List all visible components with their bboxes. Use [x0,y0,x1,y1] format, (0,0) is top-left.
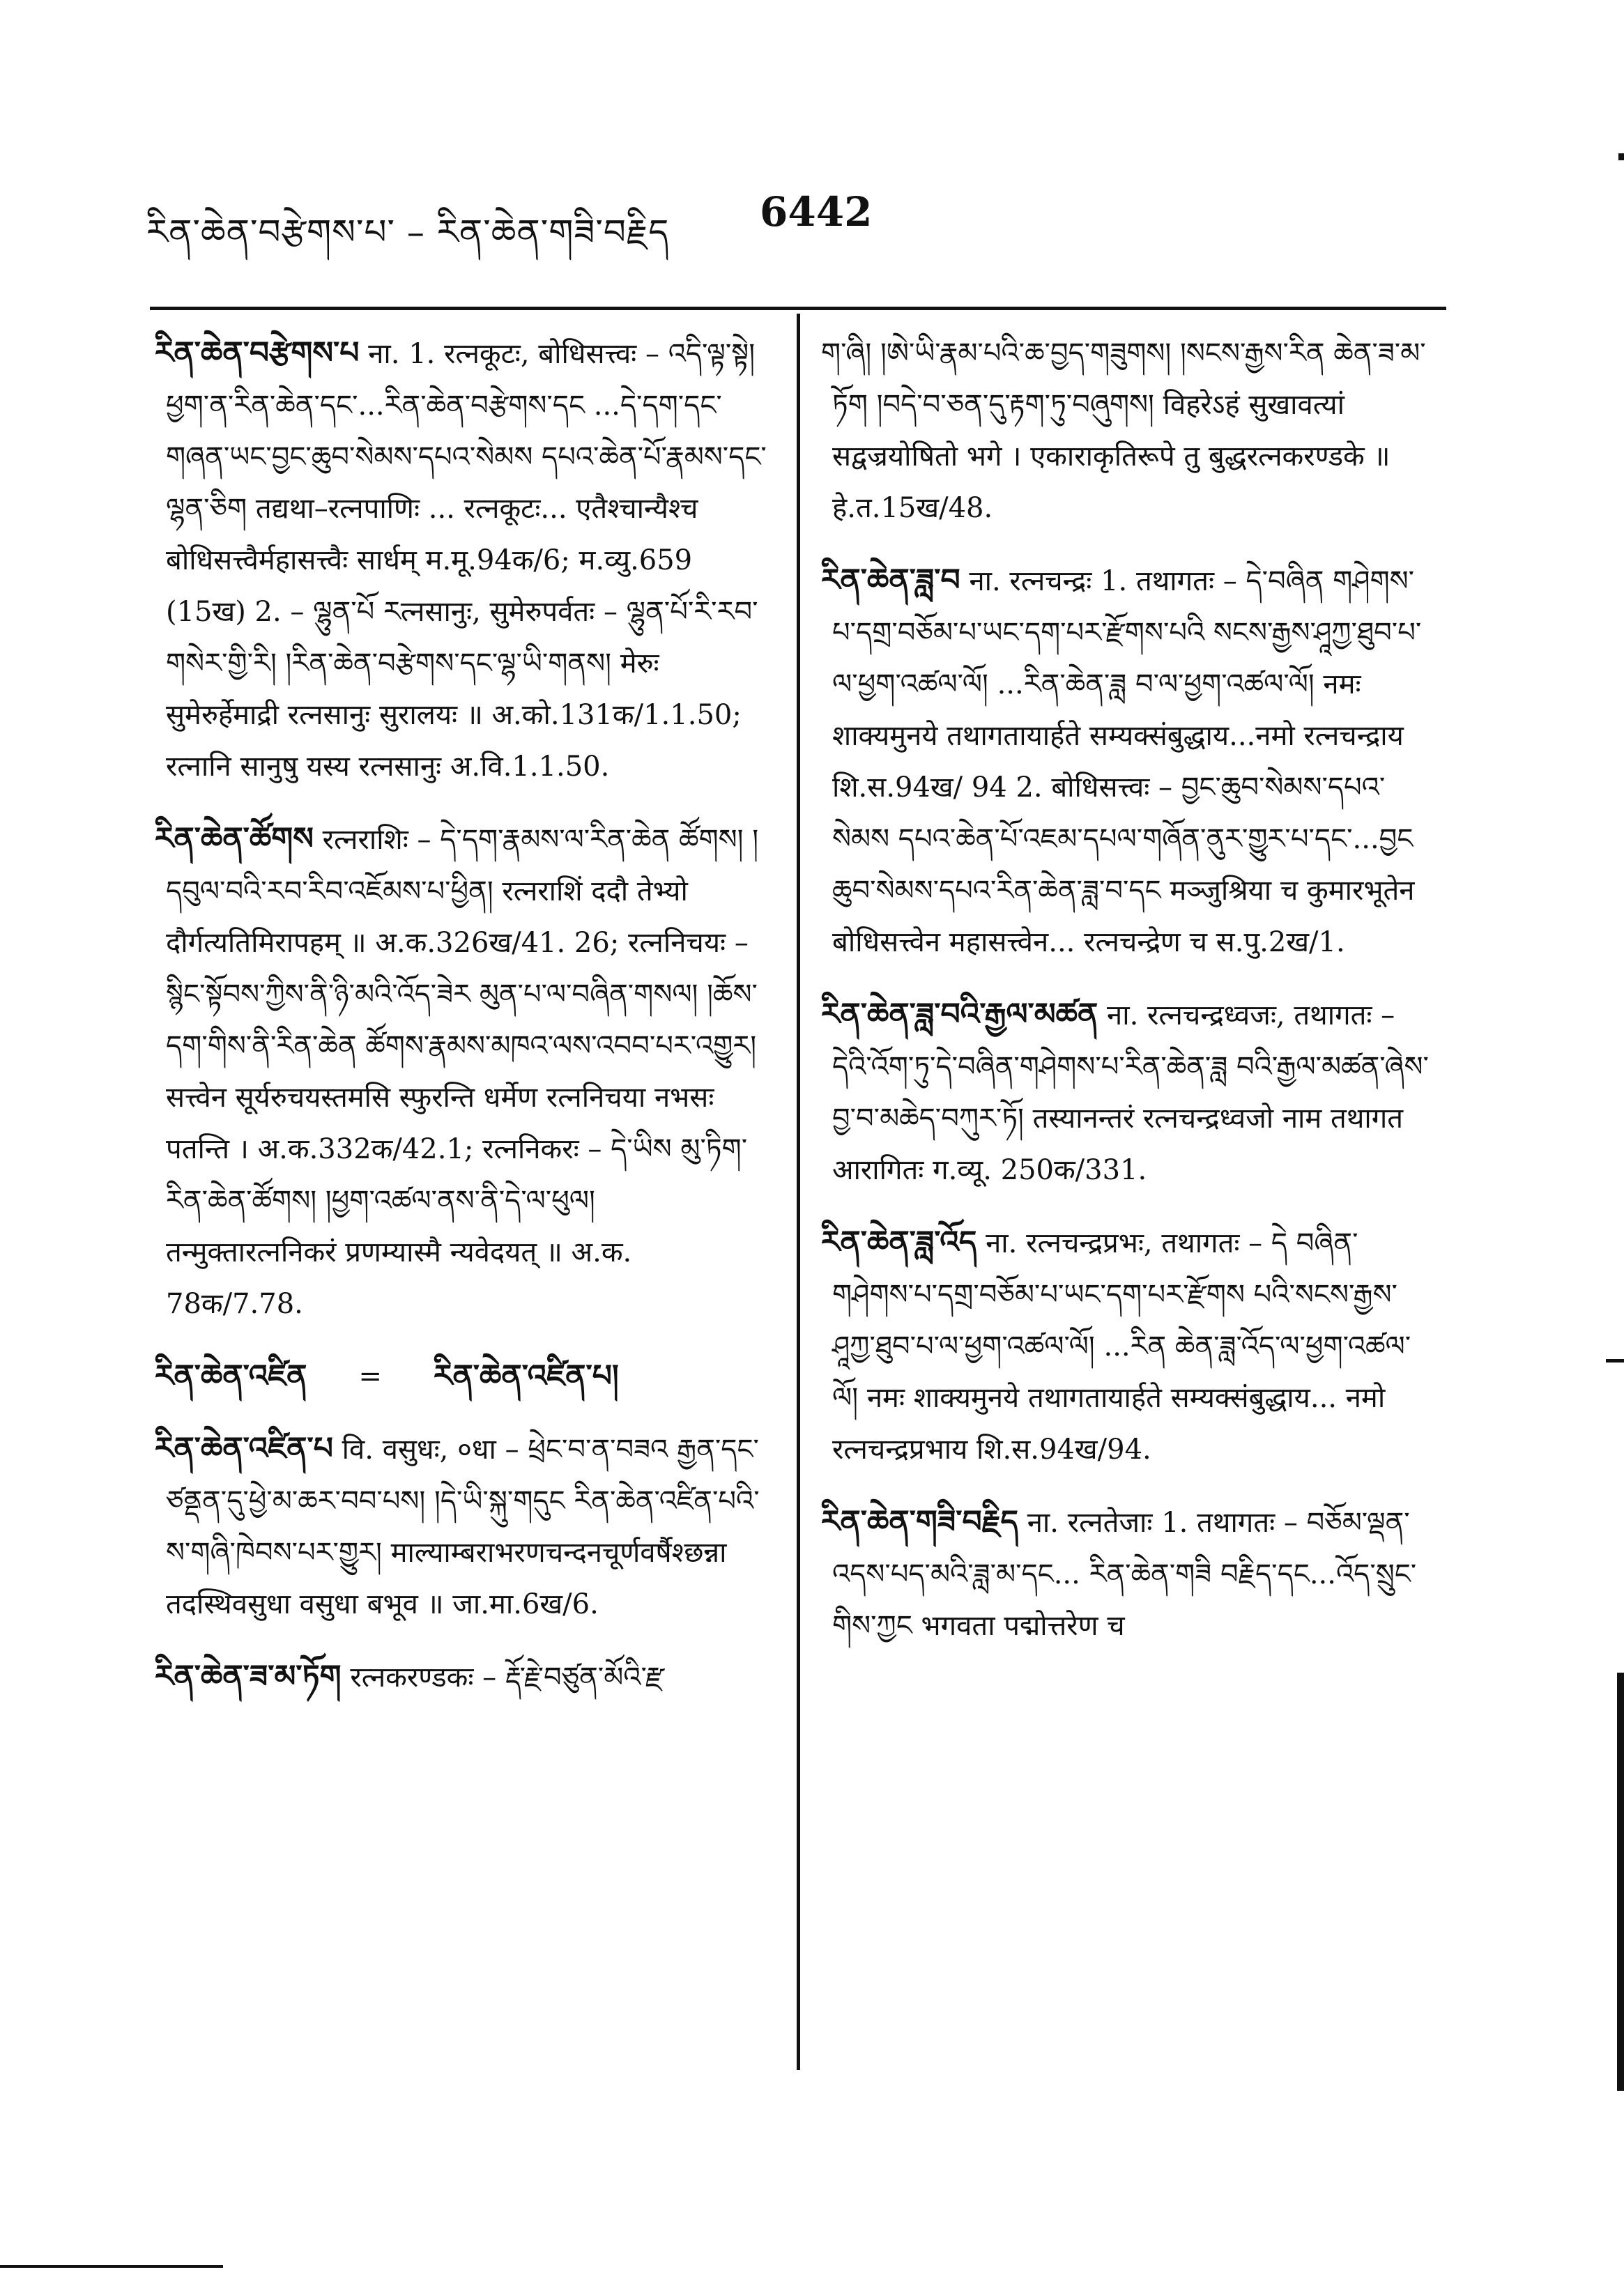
footer-rule [0,2265,223,2268]
entry-headword: རིན་ཆེན་འཛིན [155,1358,307,1394]
entry-body: ना. रत्नचन्द्रः 1. तथागतः – དེ་བཞིན གཤེགས་པ་དགྲ་བཅོམ་པ་ཡང་དག་པར་རྫོགས་པའི སངས་རྒྱས་ཤཱཀྱ་ཐུབ་པ་ལ་ཕྱག་འཚལ་ལོ། ...རིན་ཆེན་ཟླ བ་ལ་ཕྱག་འཚལ་ལོ། नमः शाक्यमुनये तथागतायार्हते सम्यक्संबुद्धाय...नमो रत्नचन्द्राय शि.स.94ख/ 94 2. बोधिसत्त्वः – བྱང་ཆུབ་སེམས་དཔའ་སེམས དཔའ་ཆེན་པོ་འཇམ་དཔལ་གཞོན་ནུར་གྱུར་པ་དང་...བྱང ཆུབ་སེམས་དཔའ་རིན་ཆེན་ཟླ་བ་དང मञ्जुश्रिया च कुमारभूतेन बोधिसत्त्वेन महासत्त्वेन... रत्नचन्द्रेण च स.पु.2ख/1. [832,565,1422,958]
header-entry-range: རིན་ཆེན་བརྩེགས་པ་ – རིན་ཆེན་གཟི་བརྗིད [146,212,670,252]
entry-headword: རིན་ཆེན་ཟླ་བ [821,562,960,598]
entry-headword: རིན་ཆེན་ཚོགས [155,821,314,857]
entry-body: वि. वसुधः, ०धा – ཕྲེང་བ་ན་བཟའ རྒྱན་དང་ཙནྡན་དུ་ཕྱེ་མ་ཆར་བབ་པས། །དེ་ཡི་སྐུ་གདུང རིན་ཆེན་འཛིན་པའི་ས་གཞི་ཁེབས་པར་གྱུར། माल्याम्बराभरणचन्दनचूर्णवर्षैश्छन्ना तदस्थिवसुधा वसुधा बभूव ॥ जा.मा.6ख/6. [166,1434,760,1620]
cross-reference-target: རིན་ཆེན་འཛིན་པ། [434,1358,619,1394]
dictionary-entry-continued [821,328,1434,534]
scan-edge-mark [1606,1359,1624,1363]
dictionary-entry [155,1423,768,1630]
entry-headword: རིན་ཆེན་འཛིན་པ [155,1431,333,1466]
entry-headword: རིན་ཆེན་ཟ་མ་ཏོག [155,1659,342,1694]
column-divider [797,314,800,2070]
entry-body: ག་ཞི། །ཨེ་ཡི་རྣམ་པའི་ཆ་བྱད་གཟུགས། །སངས་རྒྱས་རིན ཆེན་ཟ་མ་ཏོག །བདེ་བ་ཅན་དུ་རྟག་ཏུ་བཞུགས། विहरेऽहं सुखावत्यां सद्वज्रयोषितो भगे । एकाराकृतिरूपे तु बुद्धरत्नकरण्डके ॥ हे.त.15ख/48. [821,337,1426,524]
scan-edge-mark [1618,153,1624,160]
entry-body: ना. रत्नचन्द्रध्वजः, तथागतः – དེའི་འོག་ཏུ་དེ་བཞིན་གཤེགས་པ་རིན་ཆེན་ཟླ བའི་རྒྱལ་མཚན་ཞེས་བྱ་བ་མཆེད་བཀུར་ཏོ། तस्यानन्तरं रत्नचन्द्रध्वजो नाम तथागत आरागितः ग.व्यू. 250क/331. [832,999,1429,1186]
page-number: 6442 [760,188,873,236]
header-rule [150,307,1446,310]
entry-headword: རིན་ཆེན་བརྩེགས་པ [155,335,360,371]
right-column [821,328,1434,1673]
dictionary-entry [155,1651,768,1703]
entry-body: ना. रत्नतेजाः 1. तथागतः – བཅོམ་ལྡན་འདས་པད་མའི་ཟླ་མ་དང... རིན་ཆེན་གཟི བརྗིད་དང...འོད་སྲུང་གིས་ཀྱང भगवता पद्मोत्तरेण च [832,1507,1417,1642]
entry-body: रत्नराशिः – དེ་དག་རྣམས་ལ་རིན་ཆེན ཚོགས། །དབུལ་བའི་རབ་རིབ་འཇོམས་པ་ཕྱིན། रत्नराशिं ददौ तेभ्यो दौर्गत्यतिमिरापहम् ॥ अ.क.326ख/41. 26; रत्ननिचयः – སྙིང་སྟོབས་ཀྱིས་ནི་ཉི་མའི་འོད་ཟེར མུན་པ་ལ་བཞིན་གསལ། །ཆོས་དག་གིས་ནི་རིན་ཆེན ཚོགས་རྣམས་མཁའ་ལས་འབབ་པར་འགྱུར། सत्त्वेन सूर्यरुचयस्तमसि स्फुरन्ति धर्मेण रत्ननिचया नभसः पतन्ति । अ.क.332क/42.1; रत्ननिकरः – དེ་ཡིས མུ་ཏིག་རིན་ཆེན་ཚོགས། །ཕྱག་འཚལ་ནས་ནི་དེ་ལ་ཕུལ། तन्मुक्तारत्ननिकरं प्रणम्यास्मै न्यवेदयत् ॥ अ.क. 78क/7.78. [166,824,759,1320]
entry-body: रत्नकरण्डकः – རྡོ་རྗེ་བཙུན་མོའི་རྫ [350,1661,665,1694]
dictionary-entry [821,989,1434,1196]
left-column [155,328,768,1724]
equals-sign: = [358,1360,383,1392]
page-header [146,188,1450,251]
entry-headword: རིན་ཆེན་ཟླ་བའི་རྒྱལ་མཚན [821,997,1098,1032]
dictionary-entry [821,1496,1434,1652]
dictionary-entry [821,555,1434,968]
entry-body: ना. 1. रत्नकूटः, बोधिसत्त्वः – འདི་ལྟ་སྟེ། ཕྱག་ན་རིན་ཆེན་དང་...རིན་ཆེན་བརྩེགས་དང ...དེ་དག་དང་གཞན་ཡང་བྱང་ཆུབ་སེམས་དཔའ་སེམས དཔའ་ཆེན་པོ་རྣམས་དང་ལྷན་ཅིག तद्यथा–रत्नपाणिः ... रत्नकूटः... एतैश्चान्यैश्च बोधिसत्त्वैर्महासत्त्वैः सार्धम् म.मू.94क/6; म.व्यु.659 (15ख) 2. – ལྷུན་པོ རत्नसानुः, सुमेरुपर्वतः – ལྷུན་པོ་རི་རབ་གསེར་གྱི་རི། །རིན་ཆེན་བརྩེགས་དང་ལྷ་ཡི་གནས། मेरुः सुमेरुर्हेमाद्री रत्नसानुः सुरालयः ॥ अ.को.131क/1.1.50; रत्नानि सानुषु यस्य रत्नसानुः अ.वि.1.1.50. [166,338,767,783]
entry-headword: རིན་ཆེན་གཟི་བརྗིད [821,1504,1019,1540]
dictionary-entry [821,1217,1434,1475]
dictionary-entry [155,328,768,792]
entry-body: ना. रत्नचन्द्रप्रभः, तथागतः – དེ བཞིན་གཤེགས་པ་དགྲ་བཅོམ་པ་ཡང་དག་པར་རྫོགས པའི་སངས་རྒྱས་ཤཱཀྱ་ཐུབ་པ་ལ་ཕྱག་འཚལ་ལོ། ...རིན ཆེན་ཟླ་འོད་ལ་ཕྱག་འཚལ་ལོ། नमः शाक्यमुनये तथागतायार्हते सम्यक्संबुद्धाय... नमो रत्नचन्द्रप्रभाय शि.स.94ख/94. [832,1227,1411,1466]
dictionary-entry [155,813,768,1330]
scan-edge-shadow [1617,1673,1624,2091]
entry-headword: རིན་ཆེན་ཟླ་འོད [821,1225,977,1260]
cross-reference-entry [155,1351,768,1402]
